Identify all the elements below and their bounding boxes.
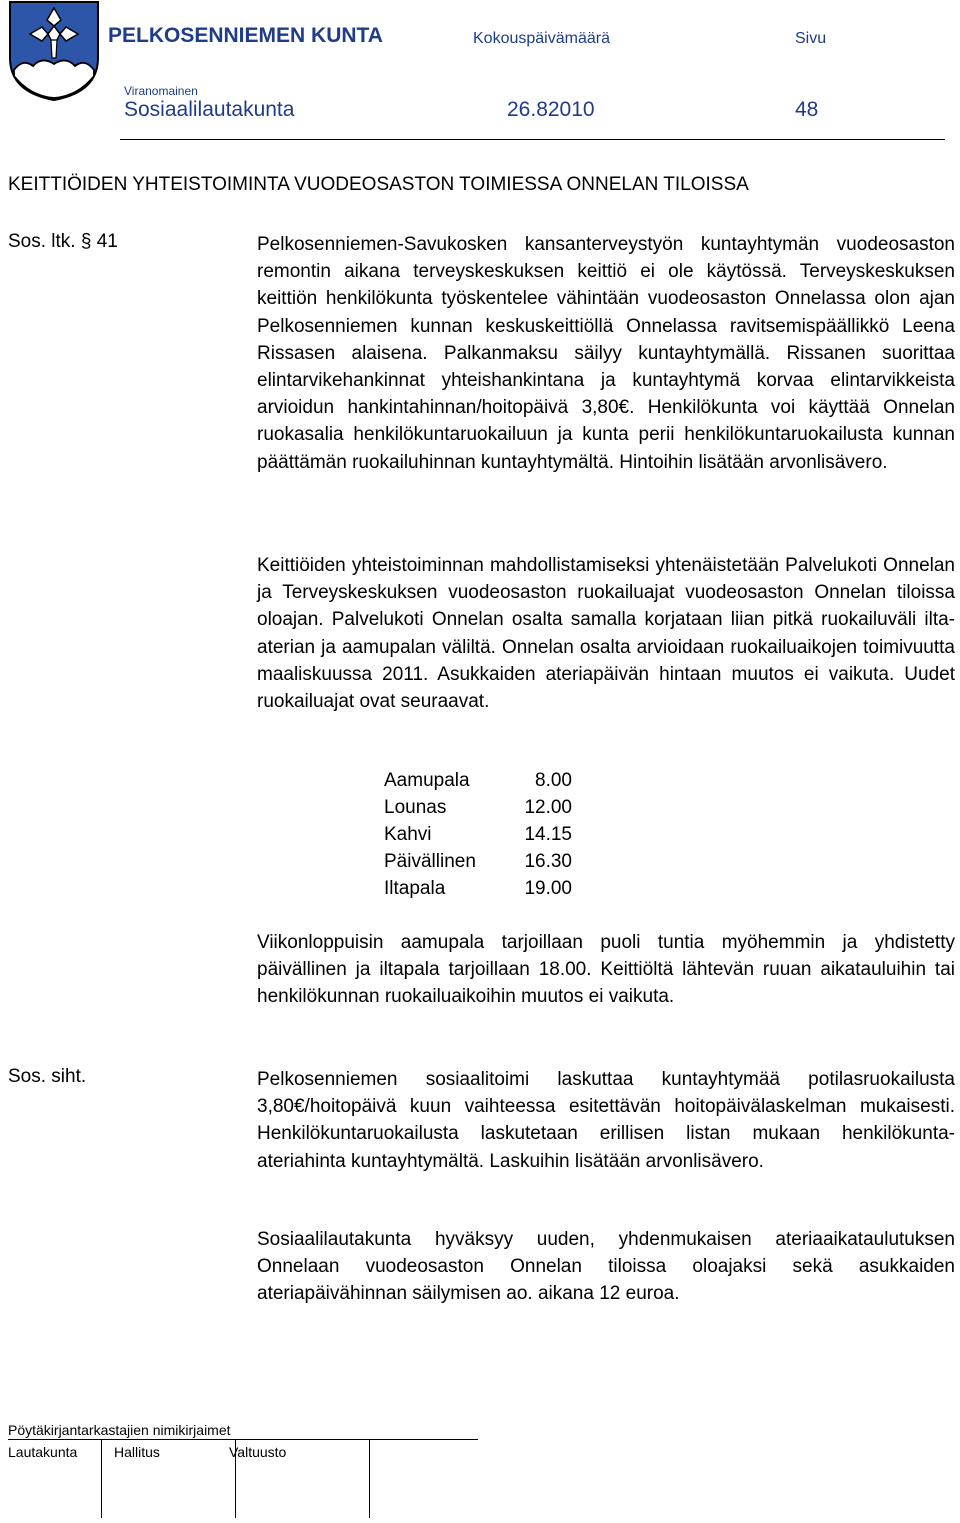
schedule-row — [384, 848, 572, 875]
header-divider — [120, 139, 945, 140]
footer-caption: Pöytäkirjantarkastajien nimikirjaimet — [8, 1422, 231, 1438]
schedule-row — [384, 767, 572, 794]
meal-time: 16.30 — [524, 850, 572, 872]
meeting-date-value: 26.82010 — [507, 98, 595, 121]
body-paragraph: Pelkosenniemen-Savukosken kansanterveystyön kuntayhtymän vuodeosaston remontin aikana terveyskeskuksen keittiö ei ole käytössä. Terveyskeskuksen keittiön henkilökunta työskentelee vähintään vuodeosaston Onnelassa olon ajan Pelkosenniemen kunnan keskuskeittiöllä Onnelassa ravitsemispäällikkö Leena Rissasen alaisena. Palkanmaksu säilyy kuntayhtymällä. Rissanen suorittaa elintarvikehankinnat yhteishankintana ja kuntayhtymä korvaa elintarvikkeista arvioidun hankintahinnan/hoitopäivä 3,80€. Henkilökunta voi käyttää Onnelan ruokasalia henkilökuntaruokailuun ja kunta perii henkilökuntaruokailusta kunnan päättämän ruokailuhinnan kuntayhtymältä. Hintoihin lisätään arvonlisävero. — [257, 234, 955, 473]
body-paragraph: Keittiöiden yhteistoiminnan mahdollistamiseksi yhtenäistetään Palvelukoti Onnelan ja Terveyskeskuksen vuodeosaston ruokailuajat vuodeosaston Onnelan tiloissa oloajan. Palvelukoti Onnelan osalta samalla korjataan liian pitkä ruokailuväli ilta-aterian ja aamupalan väliltä. Onnelan osalta arvioidaan ruokailuaikojen toimivuutta maaliskuussa 2011. Asukkaiden ateriapäivän hintaan muutos ei vaikuta. Uudet ruokailuajat ovat seuraavat. — [257, 555, 955, 713]
organization-name: PELKOSENNIEMEN KUNTA — [108, 24, 383, 47]
meal-time: 14.15 — [524, 823, 572, 845]
municipal-coat-of-arms-icon — [8, 0, 100, 102]
meal-schedule — [384, 767, 572, 902]
meal-name: Iltapala — [384, 877, 446, 899]
footer-column-board: Lautakunta — [8, 1444, 78, 1460]
body-paragraph: Viikonloppuisin aamupala tarjoillaan puoli tuntia myöhemmin ja yhdistetty päivällinen ja iltapala tarjoillaan 18.00. Keittiöltä lähtevän ruuan aikatauluihin tai henkilökunnan ruokailuaikoihin muutos ei vaikuta. — [257, 932, 955, 1008]
meal-name: Kahvi — [384, 823, 432, 845]
body-paragraph: Pelkosenniemen sosiaalitoimi laskuttaa kuntayhtymää potilasruokailusta 3,80€/hoitopäivä kuun vaihteessa esitettävän hoitopäivälaskelman mukaisesti. Henkilökuntaruokailusta laskutetaan erillisen listan mukaan henkilökunta-ateriahinta kuntayhtymältä. Laskuihin lisätään arvonlisävero. — [257, 1069, 955, 1172]
footer-column-council: Valtuusto — [229, 1444, 287, 1460]
decision-paragraph: Sosiaalilautakunta hyväksyy uuden, yhdenmukaisen ateriaaikataulutuksen Onnelaan vuodeosaston Onnelan tiloissa oloajaksi sekä asukkaiden ateriapäivähinnan säilymisen ao. aikana 12 euroa. — [257, 1229, 955, 1305]
authority-label: Viranomainen — [124, 84, 198, 98]
schedule-row — [384, 875, 572, 902]
authority-value: Sosiaalilautakunta — [124, 98, 295, 121]
footer-divider — [8, 1439, 478, 1440]
footer-separator — [369, 1440, 370, 1518]
meal-name: Lounas — [384, 796, 447, 818]
footer-column-government: Hallitus — [114, 1444, 160, 1460]
schedule-row — [384, 821, 572, 848]
document-title: KEITTIÖIDEN YHTEISTOIMINTA VUODEOSASTON TOIMIESSA ONNELAN TILOISSA — [8, 174, 749, 195]
meal-time: 12.00 — [524, 796, 572, 818]
meal-time: 8.00 — [535, 769, 572, 791]
page-label: Sivu — [795, 30, 827, 47]
section-label-board: Sos. ltk. § 41 — [8, 231, 118, 252]
meeting-date-label: Kokouspäivämäärä — [473, 30, 610, 47]
footer-separator — [101, 1440, 102, 1518]
meal-name: Aamupala — [384, 769, 470, 791]
meal-name: Päivällinen — [384, 850, 476, 872]
section-label-secretary: Sos. siht. — [8, 1066, 87, 1087]
page-number: 48 — [795, 98, 819, 121]
schedule-row — [384, 794, 572, 821]
meal-time: 19.00 — [524, 877, 572, 899]
